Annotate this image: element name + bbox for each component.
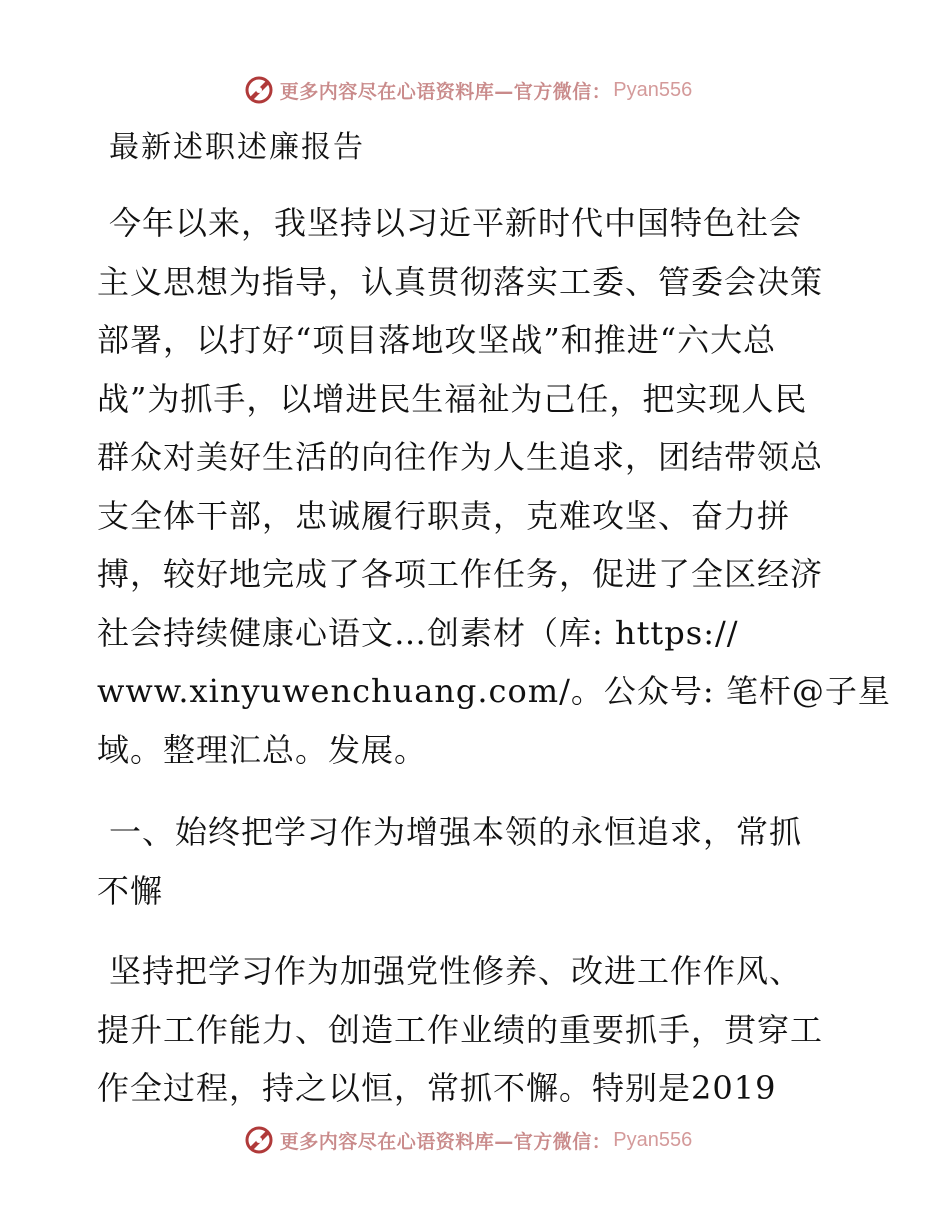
paragraph-line: 搏，较好地完成了各项工作任务，促进了全区经济 bbox=[97, 555, 824, 593]
paragraph-line: 主义思想为指导，认真贯彻落实工委、管委会决策 bbox=[97, 262, 824, 301]
paragraph-line: www.xinyuwenchuang.com/。公众号: 笔杆@子星 bbox=[97, 672, 891, 710]
banner-text: 更多内容尽在心语资料库—官方微信： bbox=[279, 1130, 612, 1153]
paragraph-line: 战”为抓手，以增进民生福祉为己任，把实现人民 bbox=[97, 379, 808, 418]
banner-text: 更多内容尽在心语资料库—官方微信： bbox=[279, 80, 612, 103]
paragraph-study bbox=[97, 942, 857, 1118]
paragraph-intro bbox=[97, 194, 891, 779]
heading-line: 一、始终把学习作为增强本领的永恒追求，常抓 bbox=[109, 813, 803, 851]
document-body bbox=[97, 122, 891, 1142]
header-watermark-banner bbox=[0, 70, 950, 110]
paragraph-line: 域。整理汇总。发展。 bbox=[97, 730, 428, 769]
document-title: 最新述职述廉报告 bbox=[109, 130, 365, 165]
paragraph-line: 作全过程，持之以恒，常抓不懈。特别是2019 bbox=[97, 1069, 777, 1107]
paragraph-line: 群众对美好生活的向往作为人生追求，团结带领总 bbox=[97, 438, 824, 476]
heading-line: 不懈 bbox=[97, 871, 164, 910]
banner-account: Pyan556 bbox=[613, 78, 693, 101]
paragraph-line: 坚持把学习作为加强党性修养、改进工作作风、 bbox=[109, 952, 803, 990]
paragraph-line: 社会持续健康心语文…创素材（库: https:// bbox=[97, 613, 739, 652]
paragraph-line: 提升工作能力、创造工作业绩的重要抓手，贯穿工 bbox=[97, 1010, 824, 1049]
banner-account: Pyan556 bbox=[613, 1128, 693, 1151]
paragraph-line: 今年以来，我坚持以习近平新时代中国特色社会 bbox=[109, 204, 803, 242]
footer-watermark-banner bbox=[0, 1120, 950, 1160]
brand-logo-icon bbox=[244, 1125, 274, 1155]
brand-logo-icon bbox=[244, 75, 274, 105]
section-heading-1 bbox=[97, 803, 857, 920]
paragraph-line: 部署，以打好“项目落地攻坚战”和推进“六大总 bbox=[97, 321, 777, 359]
paragraph-line: 支全体干部，忠诚履行职责，克难攻坚、奋力拼 bbox=[97, 496, 791, 535]
